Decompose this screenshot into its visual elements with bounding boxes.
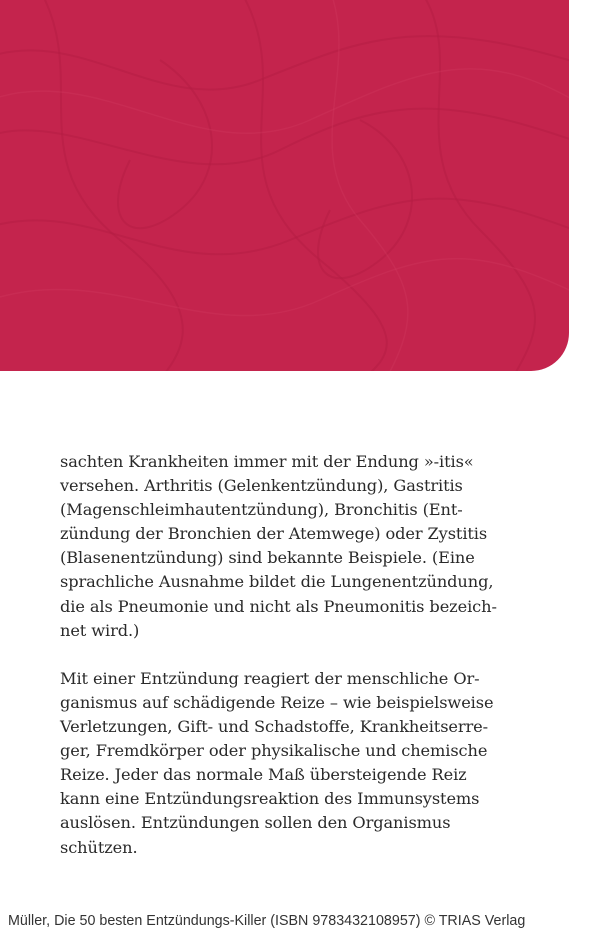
decorative-banner [0,0,569,371]
text-line: (Magenschleimhautentzündung), Bronchitis (Ent- [60,500,463,520]
paragraph-spacer [60,643,520,667]
text-line: ganismus auf schädigende Reize – wie beispielsweise [60,692,494,712]
text-line: net wird.) [60,620,140,640]
text-line: ger, Fremdkörper oder physikalische und chemische [60,741,488,761]
body-text [60,450,520,860]
text-line: schützen. [60,837,138,857]
text-line: sprachliche Ausnahme bildet die Lungenentzündung, [60,572,494,592]
text-line: (Blasenentzündung) sind bekannte Beispiele. (Eine [60,548,475,568]
paragraph [60,450,520,643]
footer-credit: Müller, Die 50 besten Entzündungs-Killer (ISBN 9783432108957) © TRIAS Verlag [8,913,526,929]
text-line: Verletzungen, Gift- und Schadstoffe, Krankheitserre- [60,717,489,737]
text-line: die als Pneumonie und nicht als Pneumonitis bezeich- [60,596,497,616]
text-line: versehen. Arthritis (Gelenkentzündung), Gastritis [60,476,463,496]
text-line: Reize. Jeder das normale Maß übersteigende Reiz [60,765,467,785]
banner-swirl-pattern [0,0,569,371]
text-line: zündung der Bronchien der Atemwege) oder Zystitis [60,524,488,544]
text-line: kann eine Entzündungsreaktion des Immunsystems [60,789,480,809]
text-line: Mit einer Entzündung reagiert der menschliche Or- [60,668,480,688]
paragraph [60,667,520,860]
text-line: sachten Krankheiten immer mit der Endung »-itis« [60,452,474,471]
text-line: auslösen. Entzündungen sollen den Organismus [60,813,451,833]
